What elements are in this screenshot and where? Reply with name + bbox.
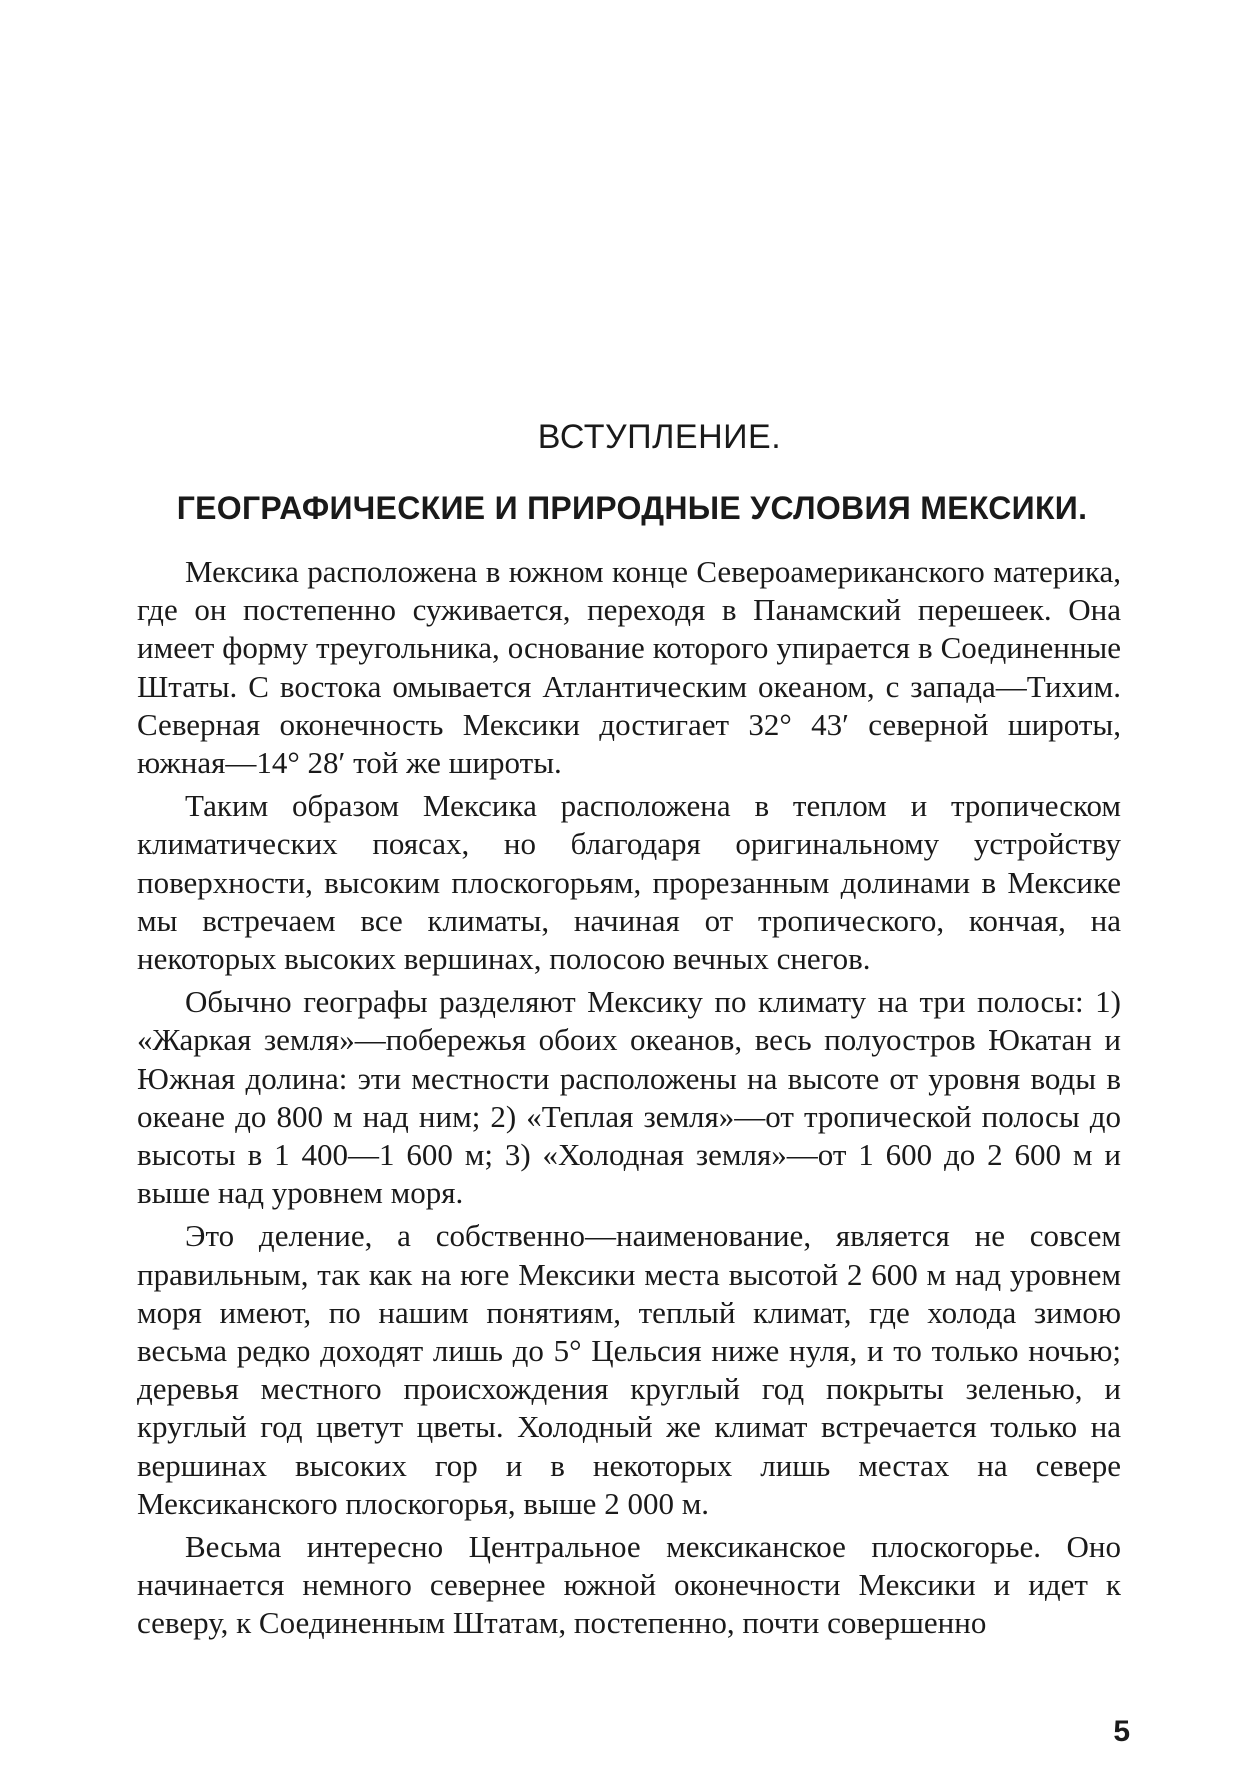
paragraph: Это деление, а собственно—наименование, является не совсем правильным, так как на юге Мексики места высотой 2 600 м над уровнем моря имеют, по нашим понятиям, теплый климат, где холода зимою весьма редко доходят лишь до 5° Цельсия ниже нуля, и то только ночью; деревья местного происхождения круглый год покрыты зеленью, и круглый год цветут цветы. Холодный же климат встречается только на вершинах высоких гор и в некоторых лишь местах на севере Мексиканского плоскогорья, выше 2 000 м. bbox=[137, 1218, 1121, 1521]
chapter-title: ГЕОГРАФИЧЕСКИЕ И ПРИРОДНЫЕ УСЛОВИЯ МЕКСИКИ. bbox=[176, 490, 1088, 526]
paragraph: Мексика расположена в южном конце Североамериканского материка, где он постепенно суживается, переходя в Панамский перешеек. Она имеет форму треугольника, основание которого упирается в Соединенные Штаты. С востока омывается Атлантическим океаном, с запада—Тихим. Северная оконечность Мексики достигает 32° 43′ северной широты, южная—14° 28′ той же широты. bbox=[137, 554, 1121, 781]
paragraph: Таким образом Мексика расположена в теплом и тропическом климатических поясах, но благодаря оригинальному устройству поверхности, высоким плоскогорьям, прорезанным долинами в Мексике мы встречаем все климаты, начиная от тропического, кончая, на некоторых высоких вершинах, полосою вечных снегов. bbox=[137, 788, 1121, 977]
page-number: 5 bbox=[1113, 1715, 1130, 1748]
paragraph: Весьма интересно Центральное мексиканское плоскогорье. Оно начинается немного севернее южной оконечности Мексики и идет к северу, к Соединенным Штатам, постепенно, почти совершенно bbox=[137, 1529, 1121, 1641]
section-title: ВСТУПЛЕНИЕ. bbox=[537, 418, 782, 456]
paragraph: Обычно географы разделяют Мексику по климату на три полосы: 1) «Жаркая земля»—побережья обоих океанов, весь полуостров Юкатан и Южная долина: эти местности расположены на высоте от уровня воды в океане до 800 м над ним; 2) «Теплая земля»—от тропической полосы до высоты в 1 400—1 600 м; 3) «Холодная земля»—от 1 600 до 2 600 м и выше над уровнем моря. bbox=[137, 984, 1121, 1211]
body-text bbox=[137, 553, 1121, 1648]
